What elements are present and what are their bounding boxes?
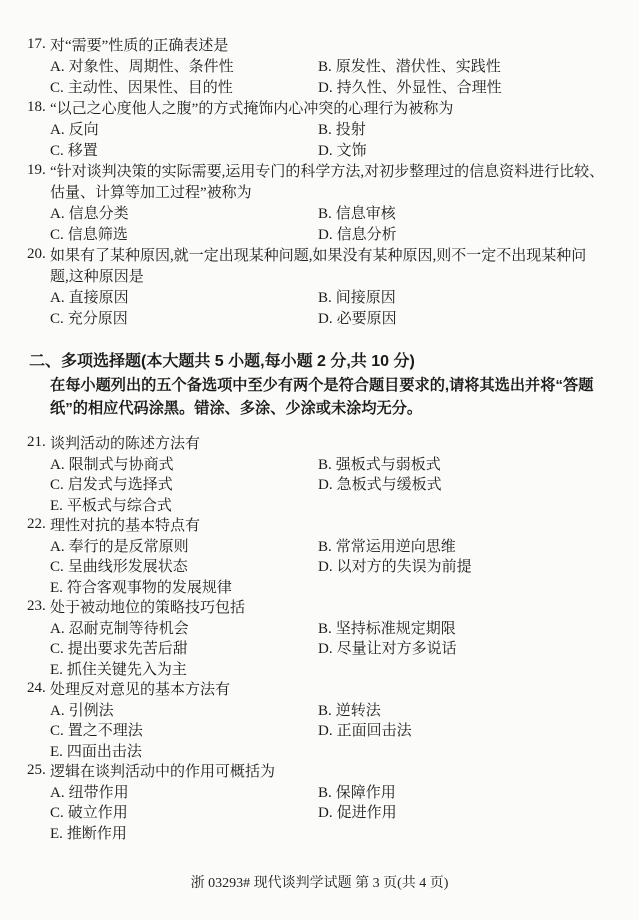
option-text: 投射	[335, 122, 366, 138]
option-label: C.	[50, 143, 64, 159]
option-text: 移置	[67, 143, 98, 159]
question-20	[27, 246, 625, 330]
question-stem-line-1: 理性对抗的基本特点有	[50, 518, 201, 534]
option-c	[50, 803, 318, 824]
option-label: A.	[50, 784, 65, 801]
option-label: A.	[50, 620, 65, 637]
question-stem-line-1: “针对谈判决策的实际需要,运用专门的科学方法,对初步整理过的信息资料进行比较、	[50, 164, 605, 180]
option-text: 充分原因	[67, 311, 128, 327]
option-b	[318, 204, 625, 225]
option-label: C.	[50, 723, 64, 739]
question-23	[27, 598, 625, 680]
question-number: 23.	[27, 598, 46, 614]
question-stem-line-1: 对“需要”性质的正确表述是	[50, 38, 229, 54]
option-a	[50, 701, 318, 722]
footer-text: 浙 03293# 现代谈判学试题 第 3 页(共 4 页)	[190, 876, 449, 891]
option-text: 纽带作用	[68, 784, 129, 801]
option-label: B.	[318, 456, 332, 473]
multiple-choice-section-header	[29, 350, 625, 420]
question-17	[27, 36, 625, 99]
question-stem-line-1: 处理反对意见的基本方法有	[50, 682, 231, 698]
option-a	[50, 537, 318, 558]
question-24	[27, 680, 625, 762]
option-label: B.	[318, 59, 332, 75]
option-d	[318, 475, 625, 496]
option-label: B.	[318, 290, 332, 306]
option-e	[50, 578, 318, 599]
option-text: 对象性、周期性、条件性	[68, 59, 234, 75]
option-label: D.	[318, 80, 333, 96]
option-d	[318, 78, 625, 99]
question-number: 25.	[27, 762, 46, 778]
option-d	[318, 557, 625, 578]
option-grid	[50, 619, 625, 681]
option-text: 主动性、因果性、目的性	[67, 80, 233, 96]
option-grid	[50, 455, 625, 517]
question-stem-line-1: 谈判活动的陈述方法有	[50, 436, 201, 452]
option-label: E.	[50, 825, 63, 842]
option-grid	[50, 288, 625, 330]
option-text: 引例法	[68, 702, 114, 719]
option-label: C.	[50, 311, 64, 327]
question-stem-line-1: “以己之心度他人之腹”的方式掩饰内心冲突的心理行为被称为	[50, 101, 454, 117]
option-text: 逆转法	[335, 702, 381, 719]
section-title: 二、多项选择题(本大题共 5 小题,每小题 2 分,共 10 分)	[29, 353, 415, 370]
option-text: 奉行的是反常原则	[68, 538, 189, 555]
option-grid	[50, 783, 625, 845]
option-text: 提出要求先苦后甜	[67, 641, 188, 657]
option-label: A.	[50, 702, 65, 719]
option-c	[50, 475, 318, 496]
option-label: B.	[318, 784, 332, 801]
option-text: 文饰	[336, 143, 367, 159]
option-b	[318, 120, 625, 141]
option-grid	[50, 204, 625, 246]
option-text: 推断作用	[66, 825, 127, 842]
option-grid	[50, 701, 625, 763]
question-number: 21.	[27, 434, 46, 450]
option-label: C.	[50, 227, 64, 243]
option-label: B.	[318, 620, 332, 637]
option-label: A.	[50, 59, 65, 75]
option-label: A.	[50, 538, 65, 555]
option-c	[50, 78, 318, 99]
option-label: B.	[318, 206, 332, 222]
question-number: 18.	[27, 99, 46, 115]
option-d	[318, 803, 625, 824]
option-b	[318, 783, 625, 804]
single-choice-question-list	[27, 36, 625, 330]
option-b	[318, 57, 625, 78]
question-number: 17.	[27, 36, 46, 52]
option-label: D.	[318, 723, 333, 739]
option-text: 直接原因	[68, 290, 129, 306]
option-text: 促进作用	[336, 805, 397, 821]
multiple-choice-question-list	[27, 434, 625, 844]
option-c	[50, 225, 318, 246]
option-text: 限制式与协商式	[68, 456, 174, 473]
option-d	[318, 639, 625, 660]
option-text: 尽量让对方多说话	[336, 641, 457, 657]
section-instructions-line-2: 纸”的相应代码涂黑。错涂、多涂、少涂或未涂均无分。	[50, 400, 423, 417]
option-label: E.	[50, 661, 63, 678]
page-content	[27, 36, 625, 844]
option-text: 以对方的失误为前提	[336, 559, 472, 575]
option-d	[318, 309, 625, 330]
option-text: 破立作用	[67, 805, 128, 821]
option-text: 四面出击法	[66, 743, 142, 760]
option-label: A.	[50, 122, 65, 138]
option-text: 保障作用	[335, 784, 396, 801]
option-text: 急板式与缓板式	[336, 477, 442, 493]
option-a	[50, 120, 318, 141]
option-label: A.	[50, 206, 65, 222]
question-stem-line-2: 估量、计算等加工过程”被称为	[50, 185, 252, 201]
option-text: 忍耐克制等待机会	[68, 620, 189, 637]
option-label: D.	[318, 227, 333, 243]
option-b	[318, 288, 625, 309]
option-b	[318, 537, 625, 558]
option-c	[50, 309, 318, 330]
option-a	[50, 204, 318, 225]
option-text: 信息分析	[336, 227, 397, 243]
option-label: C.	[50, 80, 64, 96]
option-e	[50, 496, 318, 517]
question-18	[27, 99, 625, 162]
question-stem-line-1: 如果有了某种原因,就一定出现某种问题,如果没有某种原因,则不一定不出现某种问	[50, 248, 587, 264]
option-label: D.	[318, 143, 333, 159]
option-text: 间接原因	[335, 290, 396, 306]
option-a	[50, 455, 318, 476]
option-text: 反向	[68, 122, 99, 138]
option-text: 置之不理法	[67, 723, 143, 739]
question-22	[27, 516, 625, 598]
option-label: C.	[50, 559, 64, 575]
page-footer	[0, 874, 639, 894]
option-c	[50, 141, 318, 162]
option-label: D.	[318, 805, 333, 821]
option-label: D.	[318, 641, 333, 657]
question-19	[27, 162, 625, 246]
question-25	[27, 762, 625, 844]
option-b	[318, 701, 625, 722]
option-text: 强板式与弱板式	[335, 456, 441, 473]
option-text: 启发式与选择式	[67, 477, 173, 493]
option-label: E.	[50, 743, 63, 760]
option-text: 正面回击法	[336, 723, 412, 739]
question-number: 24.	[27, 680, 46, 696]
option-e	[50, 742, 318, 763]
option-text: 原发性、潜伏性、实践性	[335, 59, 501, 75]
question-stem-line-1: 处于被动地位的策略技巧包括	[50, 600, 246, 616]
option-b	[318, 619, 625, 640]
option-text: 常常运用逆向思维	[335, 538, 456, 555]
option-a	[50, 783, 318, 804]
option-a	[50, 57, 318, 78]
option-c	[50, 639, 318, 660]
option-text: 抓住关键先入为主	[66, 661, 187, 678]
option-text: 信息筛选	[67, 227, 128, 243]
option-label: C.	[50, 805, 64, 821]
option-d	[318, 225, 625, 246]
option-text: 信息审核	[335, 206, 396, 222]
option-label: E.	[50, 497, 63, 514]
question-21	[27, 434, 625, 516]
option-c	[50, 721, 318, 742]
option-label: B.	[318, 538, 332, 555]
option-d	[318, 721, 625, 742]
option-label: E.	[50, 579, 63, 596]
section-instructions-line-1: 在每小题列出的五个备选项中至少有两个是符合题目要求的,请将其选出并将“答题	[50, 377, 594, 394]
option-label: D.	[318, 477, 333, 493]
option-b	[318, 455, 625, 476]
question-stem-line-2: 题,这种原因是	[50, 269, 144, 285]
option-text: 持久性、外显性、合理性	[336, 80, 502, 96]
question-number: 22.	[27, 516, 46, 532]
question-stem-line-1: 逻辑在谈判活动中的作用可概括为	[50, 764, 276, 780]
option-text: 坚持标准规定期限	[335, 620, 456, 637]
option-grid	[50, 120, 625, 162]
option-text: 信息分类	[68, 206, 129, 222]
option-a	[50, 619, 318, 640]
option-label: D.	[318, 311, 333, 327]
option-e	[50, 824, 318, 845]
option-label: A.	[50, 456, 65, 473]
option-label: B.	[318, 122, 332, 138]
option-text: 符合客观事物的发展规律	[66, 579, 232, 596]
option-label: B.	[318, 702, 332, 719]
option-label: A.	[50, 290, 65, 306]
option-grid	[50, 537, 625, 599]
option-a	[50, 288, 318, 309]
option-c	[50, 557, 318, 578]
option-grid	[50, 57, 625, 99]
question-number: 19.	[27, 162, 46, 178]
option-text: 呈曲线形发展状态	[67, 559, 188, 575]
option-label: C.	[50, 641, 64, 657]
option-text: 必要原因	[336, 311, 397, 327]
question-number: 20.	[27, 246, 46, 262]
option-label: D.	[318, 559, 333, 575]
option-d	[318, 141, 625, 162]
option-e	[50, 660, 318, 681]
option-label: C.	[50, 477, 64, 493]
option-text: 平板式与综合式	[66, 497, 172, 514]
